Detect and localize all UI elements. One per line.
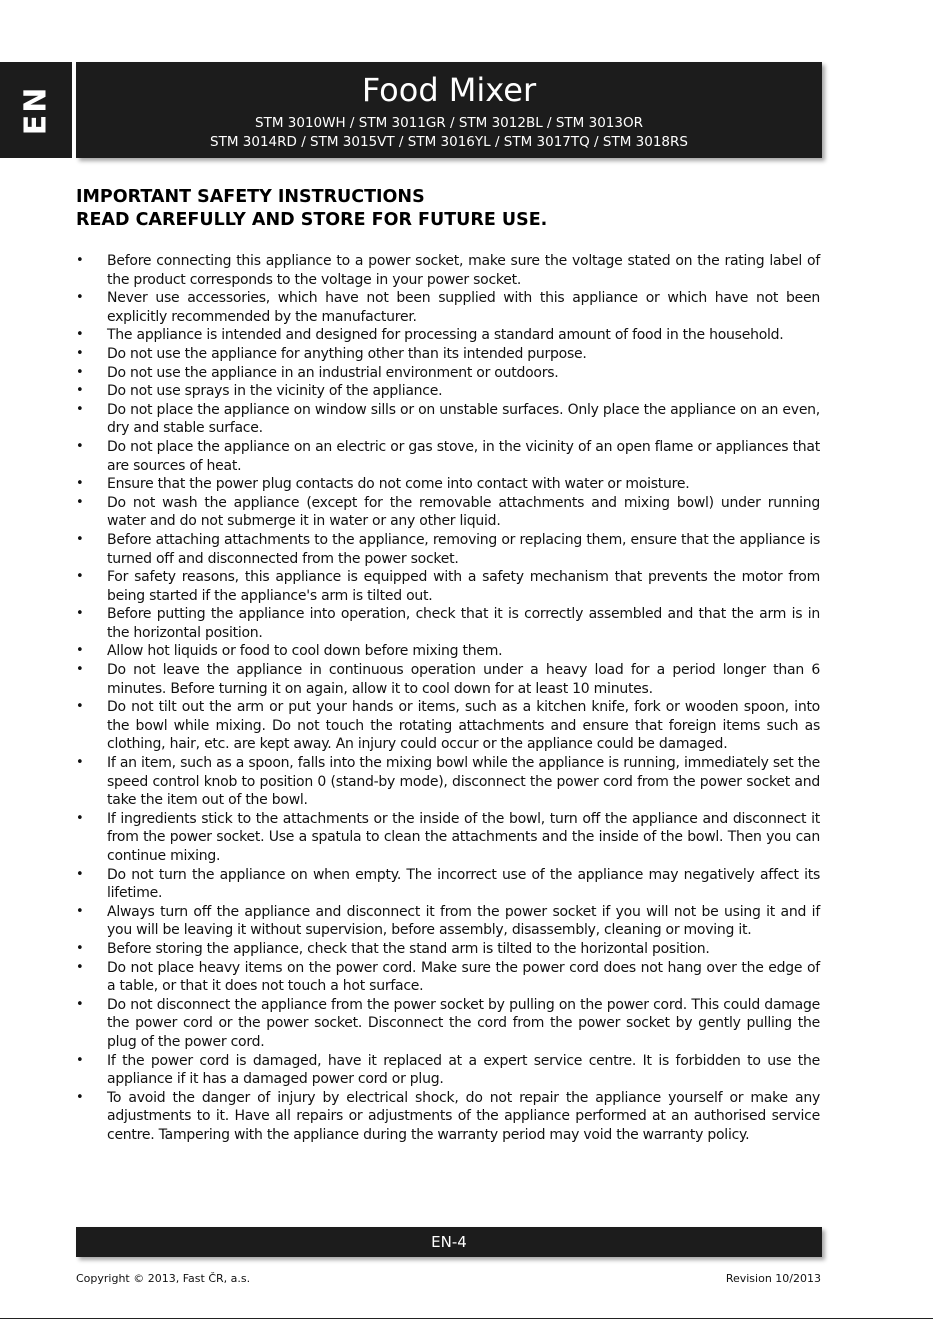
instruction-text: Never use accessories, which have not been supplied with this appliance or which have not been explicitly recommended by the manufacturer.	[107, 290, 820, 325]
instruction-item	[76, 438, 820, 475]
section-heading-1: IMPORTANT SAFETY INSTRUCTIONS	[76, 187, 425, 207]
bullet-icon: •	[76, 810, 84, 826]
instruction-item	[76, 1052, 820, 1089]
revision-text: Revision 10/2013	[725, 1272, 821, 1285]
language-tab	[0, 62, 72, 158]
instruction-text: Do not place the appliance on window sills or on unstable surfaces. Only place the appliance on an even, dry and stable surface.	[107, 401, 820, 437]
instruction-text: Before attaching attachments to the appliance, removing or replacing them, ensure that the appliance is turned off and disconnected from the power socket.	[107, 531, 820, 567]
instruction-item	[76, 959, 820, 996]
instruction-text: To avoid the danger of injury by electrical shock, do not repair the appliance yourself or make any adjustments to it. Have all repairs or adjustments of the appliance performed at an authorised service centre. Tampering with the appliance during the warranty period may void the warranty policy.	[107, 1089, 820, 1143]
bullet-icon: •	[76, 940, 84, 956]
instruction-item	[76, 698, 820, 754]
bullet-icon: •	[76, 253, 84, 268]
copyright-text: Copyright © 2013, Fast ČR, a.s.	[76, 1272, 251, 1285]
instruction-item	[76, 940, 820, 959]
instruction-text: For safety reasons, this appliance is equipped with a safety mechanism that prevents the motor from being started if the appliance's arm is tilted out.	[107, 569, 820, 604]
page-header	[76, 62, 822, 158]
page-number: EN-4	[431, 1233, 467, 1251]
safety-instruction-list	[76, 252, 820, 1145]
instruction-item	[76, 494, 820, 531]
instruction-text: Before putting the appliance into operation, check that it is correctly assembled and that the arm is in the horizontal position.	[107, 606, 820, 641]
bullet-icon: •	[76, 1052, 84, 1068]
instruction-item	[76, 345, 820, 364]
instruction-item	[76, 568, 820, 605]
bullet-icon: •	[76, 569, 84, 585]
bullet-icon: •	[76, 699, 84, 715]
bullet-icon: •	[76, 606, 84, 622]
bullet-icon: •	[76, 494, 84, 510]
instruction-item	[76, 364, 820, 383]
instruction-text: The appliance is intended and designed for processing a standard amount of food in the household.	[107, 327, 784, 344]
bullet-icon: •	[76, 531, 84, 547]
model-line-1: STM 3010WH / STM 3011GR / STM 3012BL / STM 3013OR	[255, 115, 643, 131]
instruction-item	[76, 903, 820, 940]
instruction-item	[76, 252, 820, 289]
instruction-text: If the power cord is damaged, have it replaced at a expert service centre. It is forbidden to use the appliance if it has a damaged power cord or plug.	[107, 1052, 820, 1088]
product-title: Food Mixer	[361, 71, 537, 109]
instruction-text: If ingredients stick to the attachments or the inside of the bowl, turn off the appliance and disconnect it from the power socket. Use a spatula to clean the attachments and the inside of the bowl. Then you can continue mixing.	[107, 810, 820, 864]
instruction-item	[76, 401, 820, 438]
bullet-icon: •	[76, 345, 84, 361]
bullet-icon: •	[76, 643, 84, 659]
instruction-item	[76, 289, 820, 326]
instruction-text: Before storing the appliance, check that the stand arm is tilted to the horizontal position.	[107, 940, 710, 957]
page-bottom-rule	[0, 1318, 933, 1319]
instruction-text: Ensure that the power plug contacts do not come into contact with water or moisture.	[107, 476, 690, 493]
instruction-text: Before connecting this appliance to a power socket, make sure the voltage stated on the rating label of the product corresponds to the voltage in your power socket.	[107, 253, 820, 288]
instruction-item	[76, 1089, 820, 1145]
bullet-icon: •	[76, 866, 84, 882]
instruction-text: Do not disconnect the appliance from the power socket by pulling on the power cord. This could damage the power cord or the power socket. Disconnect the cord from the power socket by gently pulling the plug of the power cord.	[107, 996, 820, 1050]
bullet-icon: •	[76, 401, 84, 417]
language-label: EN	[18, 85, 54, 135]
instruction-text: Do not place heavy items on the power cord. Make sure the power cord does not hang over the edge of a table, or that it does not touch a hot surface.	[107, 959, 820, 995]
bullet-icon: •	[76, 364, 84, 380]
section-headings	[76, 186, 822, 232]
instruction-text: Do not place the appliance on an electric or gas stove, in the vicinity of an open flame or appliances that are sources of heat.	[107, 438, 820, 474]
model-line-2: STM 3014RD / STM 3015VT / STM 3016YL / STM 3017TQ / STM 3018RS	[210, 134, 688, 150]
bullet-icon: •	[76, 383, 84, 399]
instruction-item	[76, 605, 820, 642]
model-list	[76, 114, 822, 152]
instruction-item	[76, 996, 820, 1052]
instruction-text: Allow hot liquids or food to cool down before mixing them.	[107, 643, 503, 660]
instruction-item	[76, 326, 820, 345]
instruction-text: Do not wash the appliance (except for the removable attachments and mixing bowl) under running water and do not submerge it in water or any other liquid.	[107, 494, 820, 530]
section-heading-2: READ CAREFULLY AND STORE FOR FUTURE USE.	[76, 210, 548, 230]
instruction-item	[76, 531, 820, 568]
instruction-text: Do not tilt out the arm or put your hands or items, such as a kitchen knife, fork or wooden spoon, into the bowl while mixing. Do not touch the rotating attachments and ensure that foreign items such as clothing, hair, etc. are kept away. An injury could occur or the appliance could be damaged.	[107, 699, 820, 753]
instruction-text: Do not leave the appliance in continuous operation under a heavy load for a period longer than 6 minutes. Before turning it on again, allow it to cool down for at least 10 minutes.	[107, 662, 820, 697]
bullet-icon: •	[76, 327, 84, 343]
instruction-text: Do not use the appliance for anything other than its intended purpose.	[107, 345, 587, 362]
instruction-text: Do not use sprays in the vicinity of the appliance.	[107, 383, 443, 400]
bullet-icon: •	[76, 290, 84, 306]
bullet-icon: •	[76, 1089, 84, 1105]
page-footer-bar	[76, 1227, 822, 1257]
instruction-item	[76, 382, 820, 401]
instruction-text: If an item, such as a spoon, falls into the mixing bowl while the appliance is running, immediately set the speed control knob to position 0 (stand-by mode), disconnect the power cord from the power socket and take the item out of the bowl.	[107, 755, 820, 809]
instruction-text: Always turn off the appliance and disconnect it from the power socket if you will not be using it and if you will be leaving it without supervision, before assembly, disassembly, cleaning or moving it.	[107, 903, 820, 939]
instruction-item	[76, 754, 820, 810]
bullet-icon: •	[76, 476, 84, 492]
instruction-text: Do not turn the appliance on when empty. The incorrect use of the appliance may negatively affect its lifetime.	[107, 866, 820, 902]
bullet-icon: •	[76, 996, 84, 1012]
instruction-item	[76, 661, 820, 698]
bullet-icon: •	[76, 438, 84, 454]
instruction-item	[76, 475, 820, 494]
instruction-item	[76, 866, 820, 903]
bullet-icon: •	[76, 959, 84, 975]
instruction-text: Do not use the appliance in an industrial environment or outdoors.	[107, 364, 559, 381]
bullet-icon: •	[76, 662, 84, 678]
bullet-icon: •	[76, 903, 84, 919]
instruction-item	[76, 810, 820, 866]
bullet-icon: •	[76, 755, 84, 771]
instruction-item	[76, 642, 820, 661]
